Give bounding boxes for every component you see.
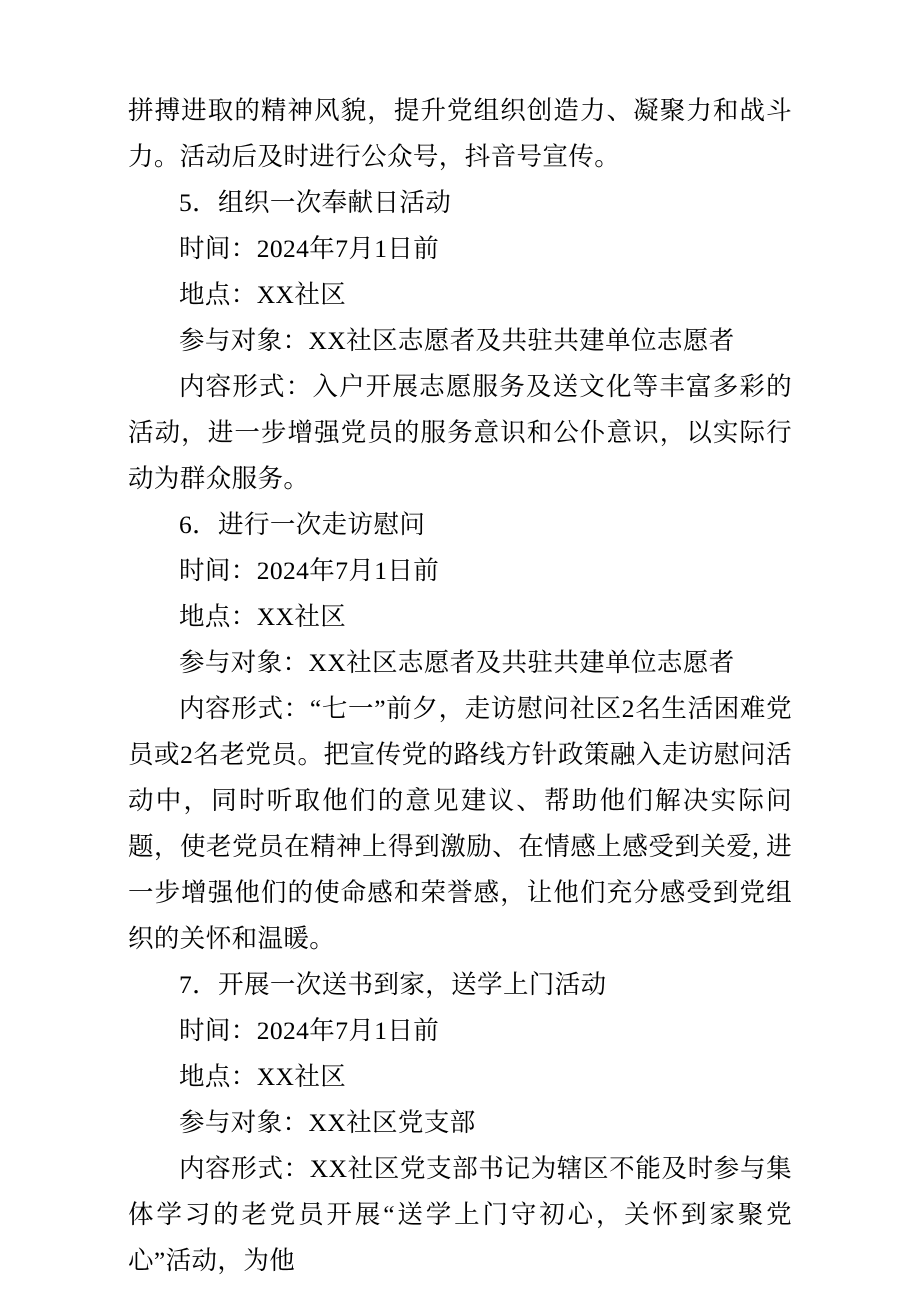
field-participants-7: 参与对象：XX社区党支部 <box>179 1108 476 1137</box>
field-time-7: 时间：2024年7月1日前 <box>179 1016 440 1045</box>
field-participants-5: 参与对象：XX社区志愿者及共驻共建单位志愿者 <box>179 326 735 355</box>
section-heading-7: 7．开展一次送书到家，送学上门活动 <box>179 970 607 999</box>
field-content-7: 内容形式：XX社区党支部书记为辖区不能及时参与集体学习的老党员开展“送学上门守初心，关怀到家聚党心”活动，为他 <box>128 1154 792 1275</box>
field-participants-6: 参与对象：XX社区志愿者及共驻共建单位志愿者 <box>179 648 735 677</box>
field-time-5: 时间：2024年7月1日前 <box>179 234 440 263</box>
section-heading-6: 6．进行一次走访慰问 <box>179 510 426 539</box>
paragraph-continuation: 拼搏进取的精神风貌，提升党组织创造力、凝聚力和战斗力。活动后及时进行公众号，抖音号宣传。 <box>128 96 792 171</box>
field-content-6: 内容形式：“七一”前夕，走访慰问社区2名生活困难党员或2名老党员。把宣传党的路线方针政策融入走访慰问活动中，同时听取他们的意见建议、帮助他们解决实际问题，使老党员在精神上得到激励、在情感上感受到关爱, 进一步增强他们的使命感和荣誉感，让他们充分感受到党组织的关怀和温暖。 <box>128 694 792 953</box>
field-content-5: 内容形式：入户开展志愿服务及送文化等丰富多彩的活动，进一步增强党员的服务意识和公仆意识，以实际行动为群众服务。 <box>128 372 792 493</box>
field-location-7: 地点：XX社区 <box>179 1062 347 1091</box>
field-location-5: 地点：XX社区 <box>179 280 347 309</box>
field-location-6: 地点：XX社区 <box>179 602 347 631</box>
field-time-6: 时间：2024年7月1日前 <box>179 556 440 585</box>
document-body <box>128 88 792 1284</box>
section-heading-5: 5．组织一次奉献日活动 <box>179 188 452 217</box>
